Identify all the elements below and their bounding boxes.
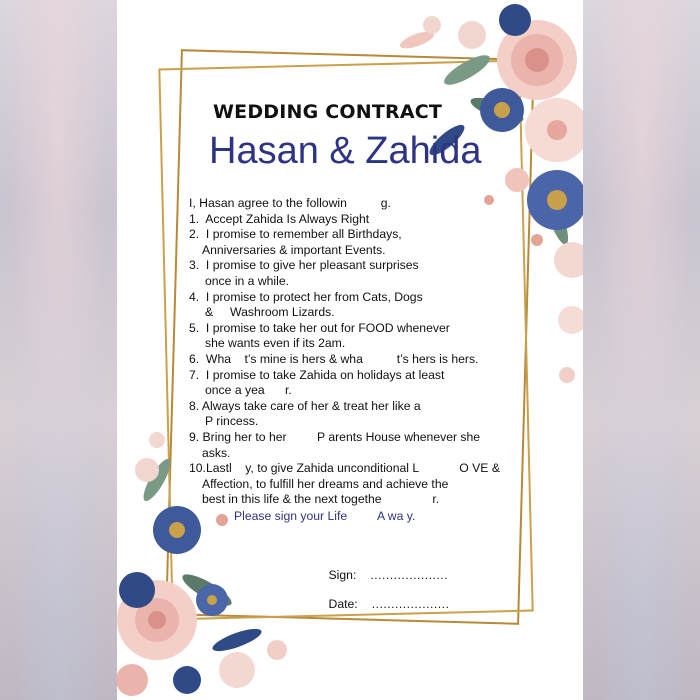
contract-item-2-line-1: 2. I promise to remember all Birthdays, (189, 227, 402, 242)
contract-item-6-line-1: 6. Wha t’s mine is hers & wha t’s hers is hers. (189, 351, 479, 366)
contract-item-9-line-1: 9. Bring her to her P arents House whenever she (189, 429, 481, 444)
contract-body (189, 196, 519, 508)
contract-item-9-line-2: asks. (202, 445, 231, 460)
contract-item-5-line-1: 5. I promise to take her out for FOOD whenever (189, 320, 450, 335)
couple-names: Hasan & Zahida (209, 130, 482, 172)
sign-line: .................... (370, 568, 449, 582)
background-blur-left (0, 0, 117, 700)
contract-intro: I, Hasan agree to the followin g. (189, 196, 391, 210)
contract-item-4-line-1: 4. I promise to protect her from Cats, Dogs (189, 289, 423, 304)
date-row (315, 583, 449, 625)
date-label: Date: (328, 597, 358, 611)
contract-item-8-line-1: 8. Always take care of her & treat her like a (189, 398, 421, 413)
contract-item-3-line-2: once in a while. (205, 273, 290, 288)
contract-title: WEDDING CONTRACT (213, 101, 443, 123)
background-blur-right (583, 0, 700, 700)
contract-item-2-line-2: Anniversaries & important Events. (202, 242, 386, 257)
sign-label: Sign: (328, 568, 357, 582)
contract-card (117, 0, 583, 700)
date-line: .................... (371, 597, 450, 611)
contract-item-3-line-1: 3. I promise to give her pleasant surprises (189, 258, 419, 273)
contract-item-4-line-2: & Washroom Lizards. (205, 305, 335, 320)
contract-item-10-line-3: best in this life & the next togethe r. (202, 492, 440, 507)
contract-item-7-line-2: once a yea r. (205, 383, 292, 398)
contract-item-10-line-1: 10.Lastl y, to give Zahida unconditional L O VE & (189, 461, 500, 476)
contract-item-8-line-2: P rincess. (205, 414, 259, 429)
contract-item-1-line-1: 1. Accept Zahida Is Always Right (189, 211, 370, 226)
contract-item-10-line-2: Affection, to fulfill her dreams and achieve the (202, 476, 449, 491)
contract-item-7-line-1: 7. I promise to take Zahida on holidays at least (189, 367, 445, 382)
closing-line: Please sign your Life A wa y. (234, 509, 416, 523)
contract-item-5-line-2: she wants even if its 2am. (205, 336, 346, 351)
